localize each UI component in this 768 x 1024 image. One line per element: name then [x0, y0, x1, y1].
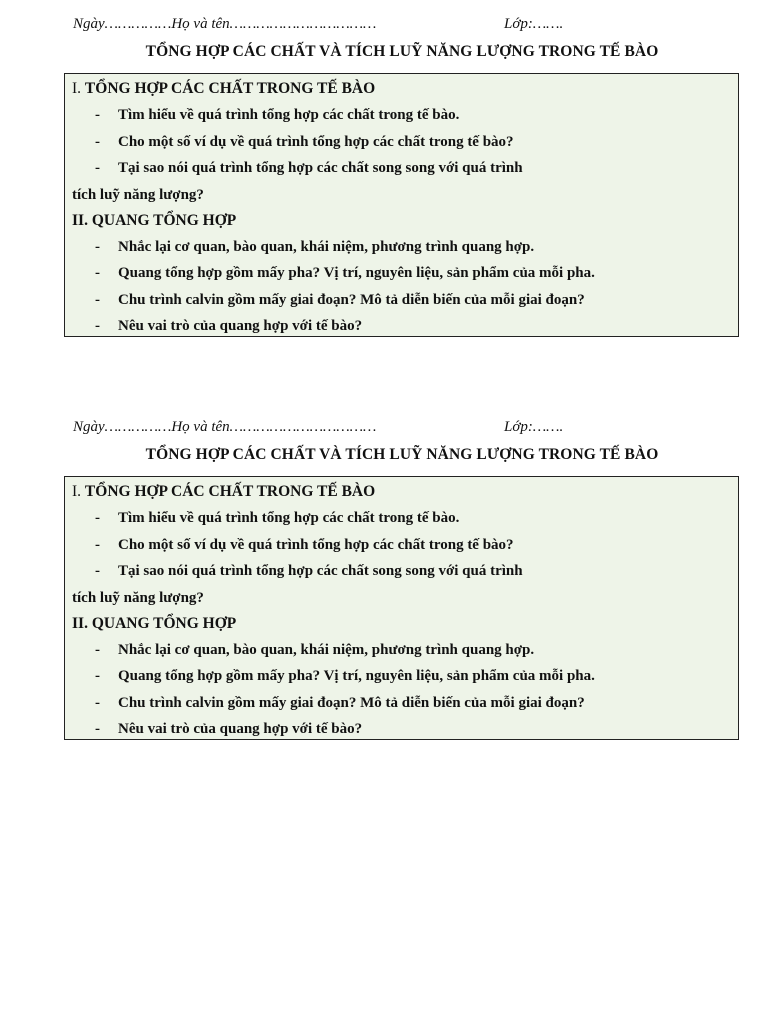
question-item: [72, 560, 732, 587]
question-text: Tại sao nói quá trình tổng hợp các chất song song với quá trình: [118, 563, 523, 579]
question-text: Quang tổng hợp gồm mấy pha? Vị trí, nguyên liệu, sản phẩm của mỗi pha.: [118, 265, 595, 281]
question-text: Cho một số ví dụ về quá trình tổng hợp các chất trong tế bào?: [118, 536, 514, 553]
question-item: [72, 262, 732, 289]
section-title: TỔNG HỢP CÁC CHẤT TRONG TẾ BÀO: [84, 80, 376, 97]
section-number: II.: [72, 614, 88, 632]
date-name-field: Ngày……………Họ và tên……………………………: [73, 16, 377, 32]
section-heading-2: [72, 210, 732, 236]
question-item: [72, 534, 732, 561]
question-continuation: tích luỹ năng lượng?: [72, 589, 204, 606]
question-text: Nêu vai trò của quang hợp với tế bào?: [118, 318, 363, 334]
student-info-line: [0, 417, 768, 439]
bullet-dash: -: [95, 133, 100, 150]
question-text: Chu trình calvin gồm mấy giai đoạn? Mô tả diễn biến của mỗi giai đoạn?: [118, 694, 585, 711]
worksheet-title: TỔNG HỢP CÁC CHẤT VÀ TÍCH LUỸ NĂNG LƯỢNG TRONG TẾ BÀO: [145, 43, 659, 60]
question-box: [64, 476, 739, 740]
bullet-dash: -: [95, 160, 100, 176]
question-text: Cho một số ví dụ về quá trình tổng hợp các chất trong tế bào?: [118, 133, 514, 150]
bullet-dash: -: [95, 107, 100, 123]
section-heading-2: [72, 613, 732, 639]
question-text: Tại sao nói quá trình tổng hợp các chất song song với quá trình: [118, 160, 523, 176]
question-continuation: tích luỹ năng lượng?: [72, 186, 204, 203]
question-item: [72, 236, 732, 263]
question-text: Nêu vai trò của quang hợp với tế bào?: [118, 721, 363, 737]
worksheet-1: [0, 14, 768, 334]
question-item: [72, 665, 732, 692]
bullet-dash: -: [95, 510, 100, 526]
question-item: [72, 157, 732, 184]
question-item: [72, 131, 732, 158]
section-number: II.: [72, 211, 88, 229]
bullet-dash: -: [95, 318, 100, 334]
question-item: [72, 639, 732, 666]
question-text: Quang tổng hợp gồm mấy pha? Vị trí, nguyên liệu, sản phẩm của mỗi pha.: [118, 668, 595, 684]
bullet-dash: -: [95, 641, 100, 658]
section-title: QUANG TỔNG HỢP: [91, 211, 237, 229]
worksheet-2: [0, 417, 768, 737]
question-text: Nhắc lại cơ quan, bào quan, khái niệm, phương trình quang hợp.: [118, 238, 535, 255]
bullet-dash: -: [95, 668, 100, 684]
class-field: Lớp:…….: [504, 16, 564, 32]
question-text: Tìm hiểu về quá trình tổng hợp các chất trong tế bào.: [118, 510, 460, 526]
bullet-dash: -: [95, 694, 100, 711]
question-item: [72, 289, 732, 316]
bullet-dash: -: [95, 563, 100, 579]
section-title: QUANG TỔNG HỢP: [91, 614, 237, 632]
class-field: Lớp:…….: [504, 419, 564, 435]
section-number: I.: [72, 80, 82, 97]
student-info-line: [0, 14, 768, 36]
section-title: TỔNG HỢP CÁC CHẤT TRONG TẾ BÀO: [84, 483, 376, 500]
bullet-dash: -: [95, 721, 100, 737]
bullet-dash: -: [95, 265, 100, 281]
section-heading-1: [72, 481, 732, 507]
question-item: [72, 692, 732, 719]
worksheet-title: TỔNG HỢP CÁC CHẤT VÀ TÍCH LUỸ NĂNG LƯỢNG TRONG TẾ BÀO: [145, 446, 659, 463]
bullet-dash: -: [95, 238, 100, 255]
question-text: Chu trình calvin gồm mấy giai đoạn? Mô tả diễn biến của mỗi giai đoạn?: [118, 291, 585, 308]
question-text: Nhắc lại cơ quan, bào quan, khái niệm, phương trình quang hợp.: [118, 641, 535, 658]
question-item: [72, 315, 732, 342]
bullet-dash: -: [95, 291, 100, 308]
question-text: Tìm hiểu về quá trình tổng hợp các chất trong tế bào.: [118, 107, 460, 123]
section-number: I.: [72, 483, 82, 500]
section-heading-1: [72, 78, 732, 104]
date-name-field: Ngày……………Họ và tên……………………………: [73, 419, 377, 435]
question-item: [72, 507, 732, 534]
question-item: [72, 718, 732, 745]
question-box: [64, 73, 739, 337]
question-item: [72, 104, 732, 131]
bullet-dash: -: [95, 536, 100, 553]
